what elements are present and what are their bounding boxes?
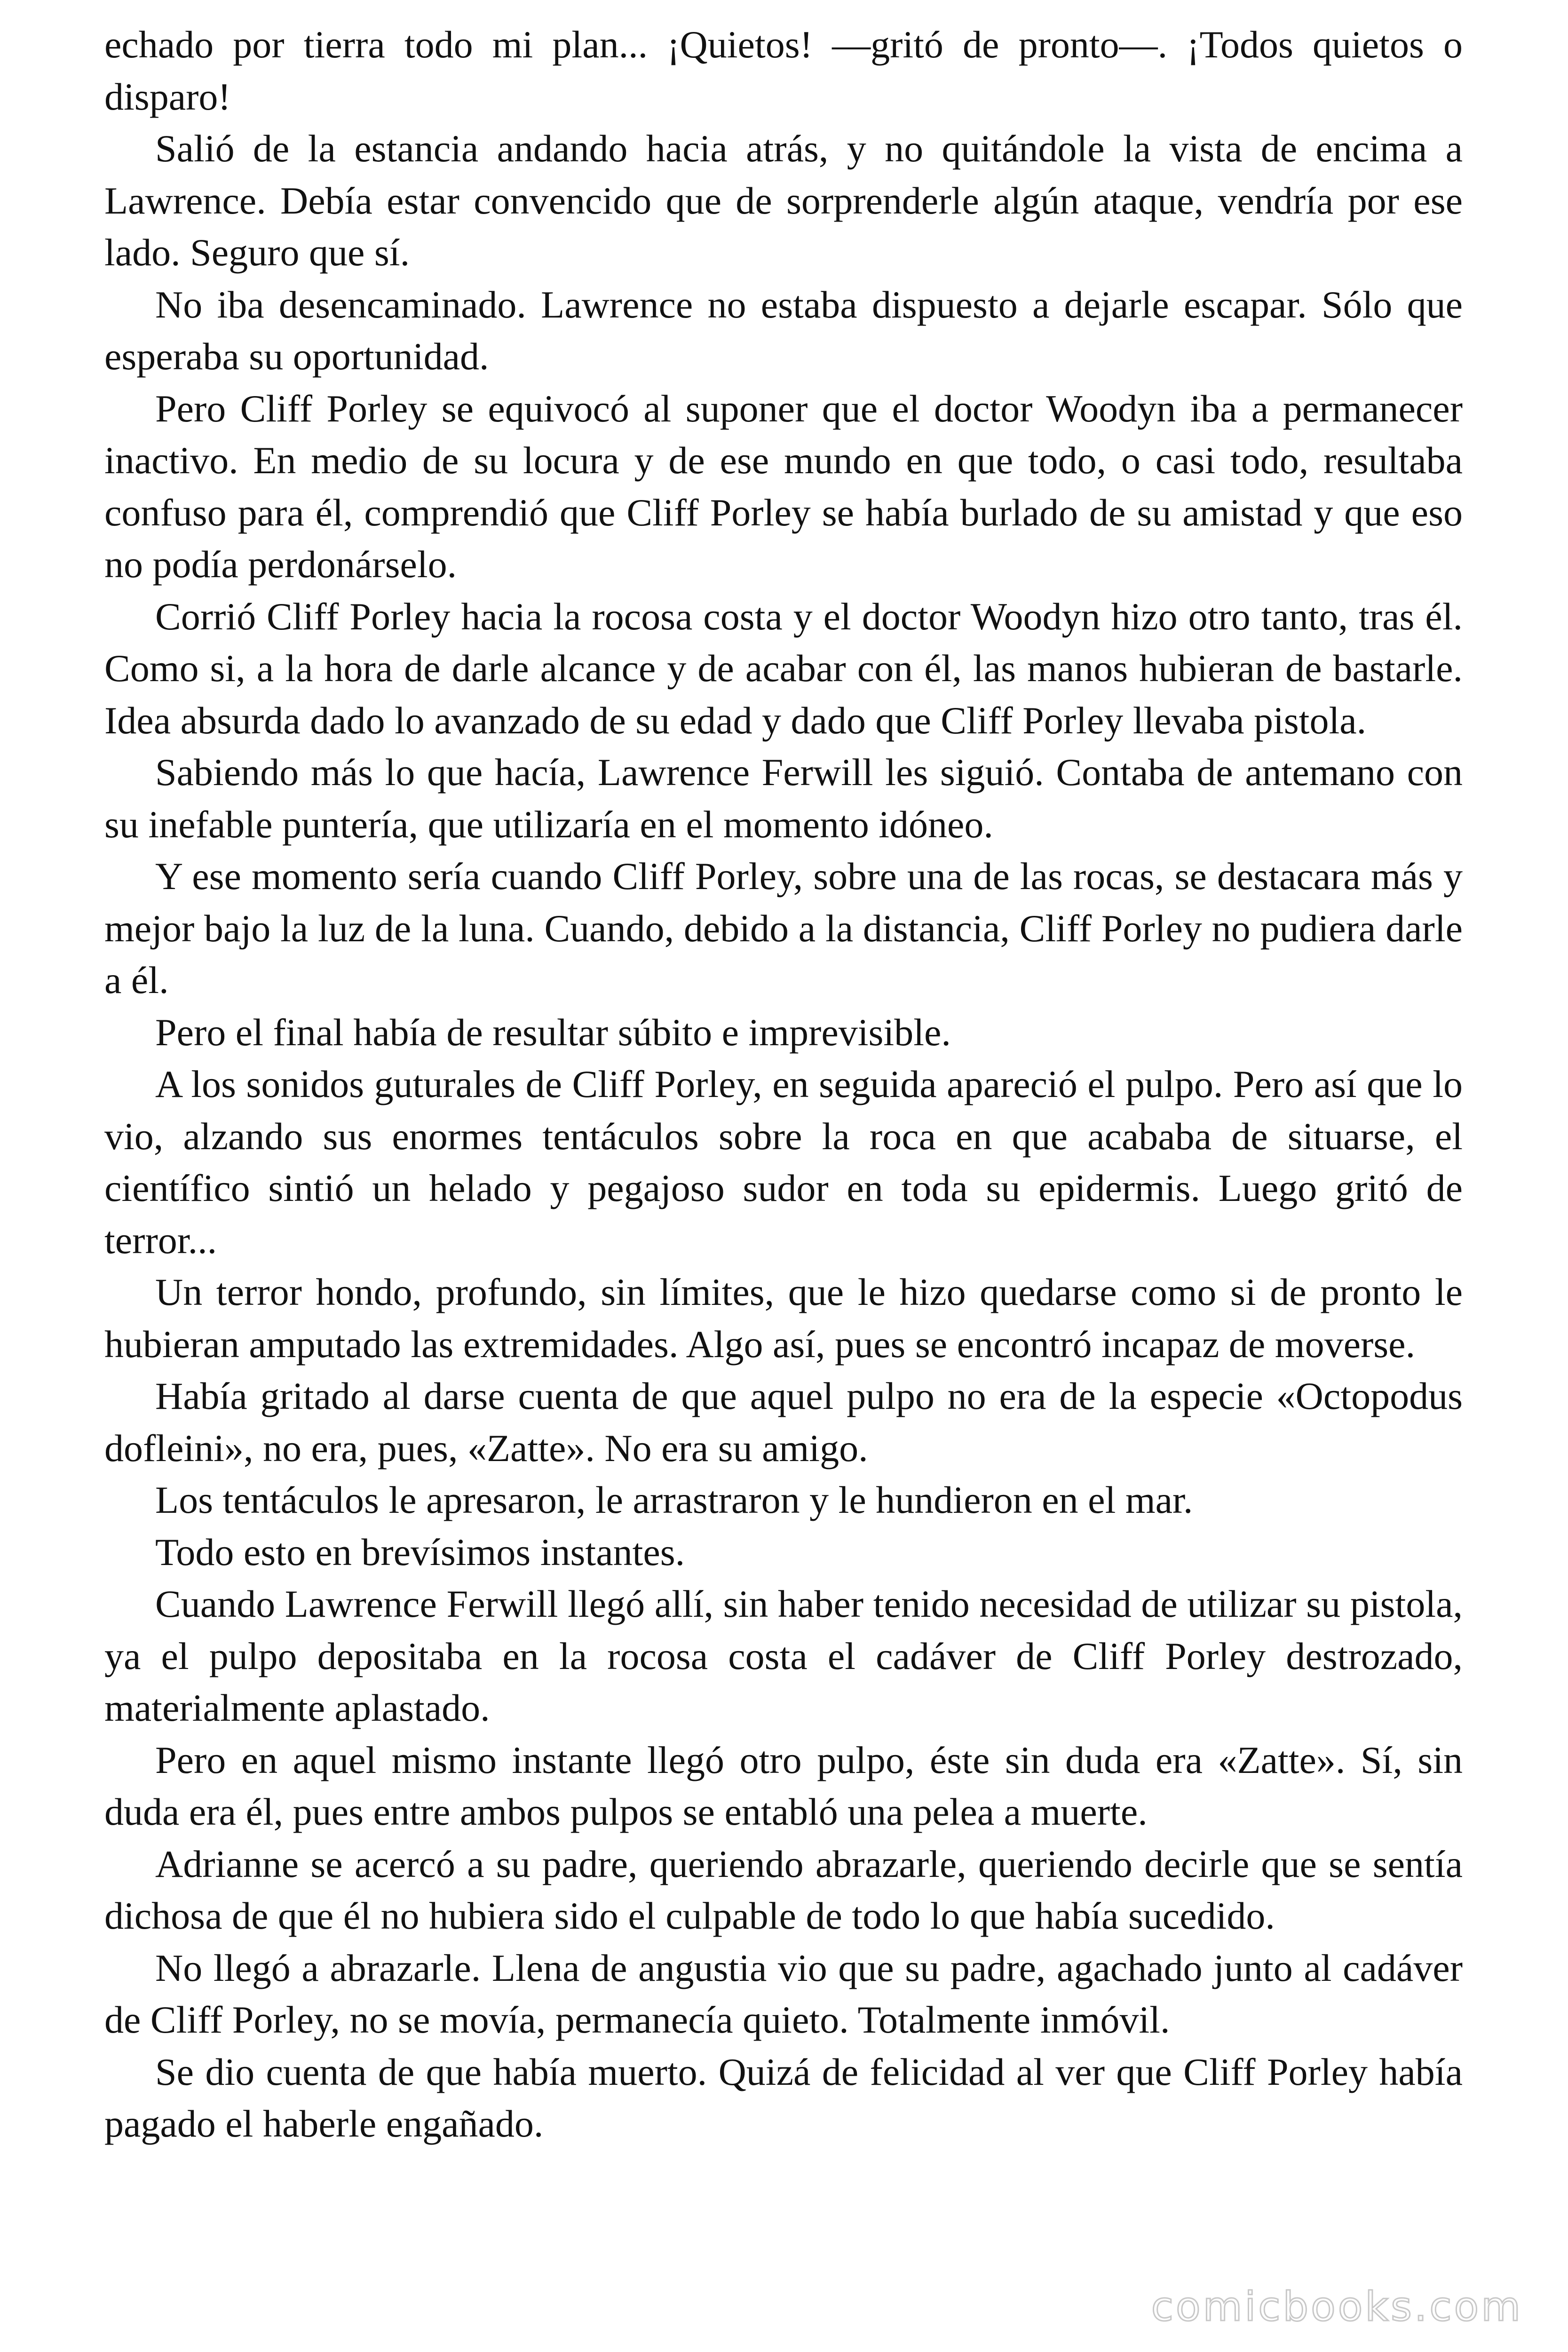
paragraph-3: No iba desencaminado. Lawrence no estaba dispuesto a dejarle escapar. Sólo que esperaba su oportunidad. (104, 283, 1463, 378)
paragraph-1: echado por tierra todo mi plan... ¡Quietos! —gritó de pronto—. ¡Todos quietos o disparo! (104, 23, 1463, 118)
paragraph-12: Los tentáculos le apresaron, le arrastraron y le hundieron en el mar. (155, 1478, 1193, 1521)
paragraph-8: Pero el final había de resultar súbito e imprevisible. (155, 1010, 951, 1054)
paragraph-18: Se dio cuenta de que había muerto. Quizá de felicidad al ver que Cliff Porley había pagado el haberle engañado. (104, 2050, 1463, 2145)
paragraph-6: Sabiendo más lo que hacía, Lawrence Ferwill les siguió. Contaba de antemano con su inefable puntería, que utilizaría en el momento idóneo. (104, 751, 1463, 846)
paragraph-15: Pero en aquel mismo instante llegó otro pulpo, éste sin duda era «Zatte». Sí, sin duda era él, pues entre ambos pulpos se entabló una pelea a muerte. (104, 1738, 1463, 1833)
paragraph-11: Había gritado al darse cuenta de que aquel pulpo no era de la especie «Octopodus dofleini», no era, pues, «Zatte». No era su amigo. (104, 1375, 1463, 1470)
paragraph-14: Cuando Lawrence Ferwill llegó allí, sin haber tenido necesidad de utilizar su pistola, ya el pulpo depositaba en la rocosa costa el cadáver de Cliff Porley destrozado, materialmente aplastado. (104, 1582, 1463, 1729)
paragraph-10: Un terror hondo, profundo, sin límites, que le hizo quedarse como si de pronto le hubieran amputado las extremidades. Algo así, pues se encontró incapaz de moverse. (104, 1271, 1463, 1366)
paragraph-16: Adrianne se acercó a su padre, queriendo abrazarle, queriendo decirle que se sentía dichosa de que él no hubiera sido el culpable de todo lo que había sucedido. (104, 1842, 1463, 1937)
body-text (104, 19, 1463, 2150)
paragraph-9: A los sonidos guturales de Cliff Porley, en seguida apareció el pulpo. Pero así que lo vio, alzando sus enormes tentáculos sobre la roca en que acababa de situarse, el científico sintió un helado y pegajoso sudor en toda su epidermis. Luego gritó de terror... (104, 1063, 1463, 1262)
paragraph-13: Todo esto en brevísimos instantes. (155, 1530, 685, 1573)
paragraph-17: No llegó a abrazarle. Llena de angustia vio que su padre, agachado junto al cadáver de Cliff Porley, no se movía, permanecía quieto. Totalmente inmóvil. (104, 1946, 1463, 2041)
paragraph-2: Salió de la estancia andando hacia atrás, y no quitándole la vista de encima a Lawrence. Debía estar convencido que de sorprenderle algún ataque, vendría por ese lado. Seguro que sí. (104, 127, 1463, 274)
paragraph-7: Y ese momento sería cuando Cliff Porley, sobre una de las rocas, se destacara más y mejor bajo la luz de la luna. Cuando, debido a la distancia, Cliff Porley no pudiera darle a él. (104, 855, 1463, 1001)
watermark-text: comicbooks.com (1151, 2283, 1523, 2330)
paragraph-4: Pero Cliff Porley se equivocó al suponer que el doctor Woodyn iba a permanecer inactivo. En medio de su locura y de ese mundo en que todo, o casi todo, resultaba confuso para él, comprendió que Cliff Porley se había burlado de su amistad y que eso no podía perdonárselo. (104, 387, 1463, 586)
paragraph-5: Corrió Cliff Porley hacia la rocosa costa y el doctor Woodyn hizo otro tanto, tras él. Como si, a la hora de darle alcance y de acabar con él, las manos hubieran de bastarle. Idea absurda dado lo avanzado de su edad y dado que Cliff Porley llevaba pistola. (104, 595, 1463, 742)
